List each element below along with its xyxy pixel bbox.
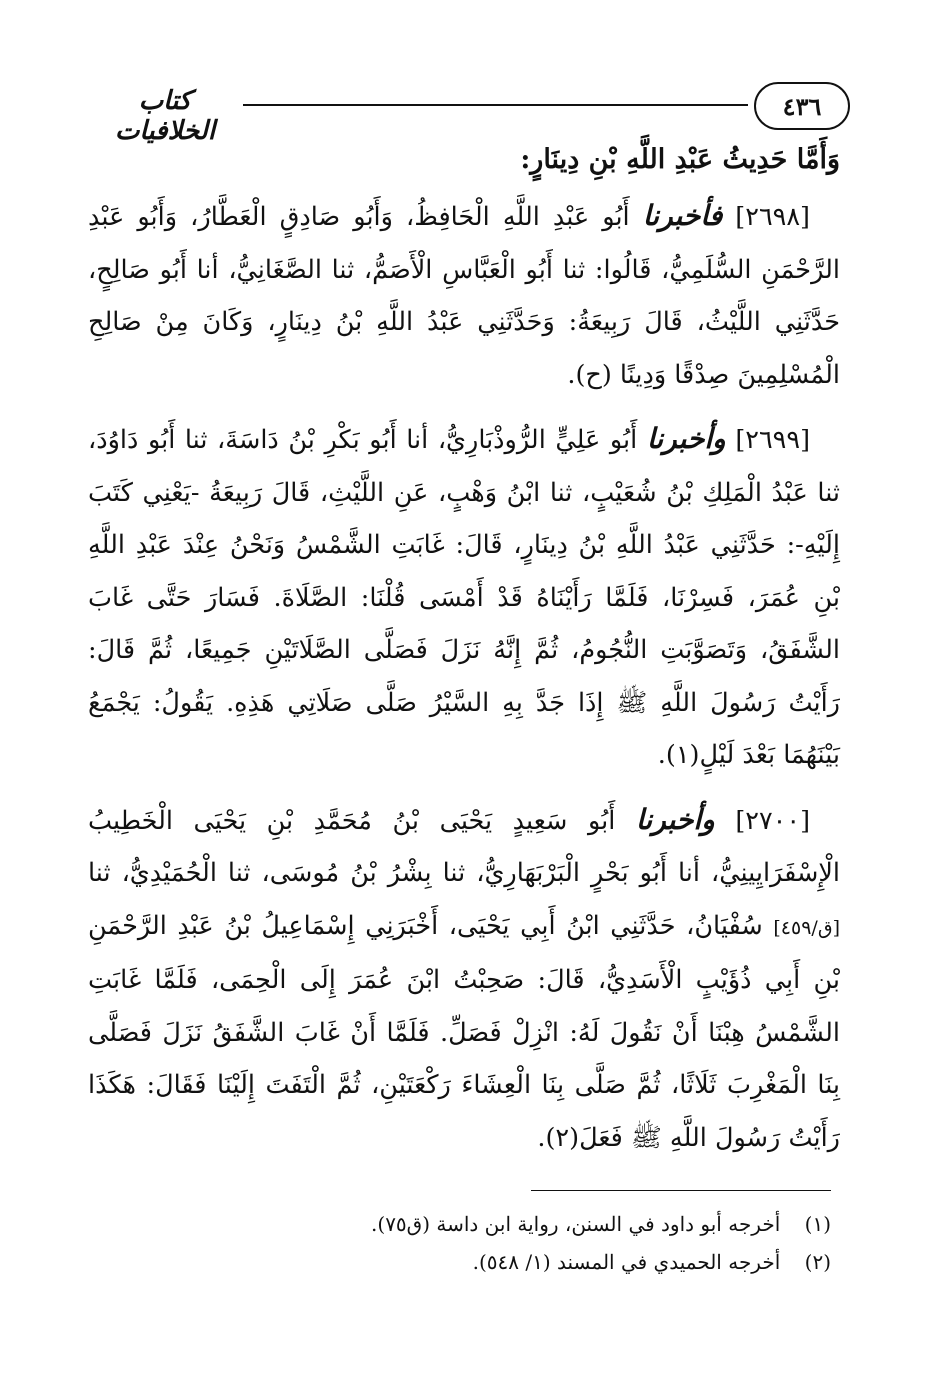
- footnotes: [131, 1205, 831, 1281]
- footnote-number: (٢): [804, 1250, 831, 1274]
- narration-keyword: وأخبرنا: [646, 422, 726, 455]
- hadith-paragraph: [88, 794, 840, 1165]
- header-rule: [243, 104, 748, 106]
- hadith-text: سُفْيَانُ، حَدَّثَنِي ابْنُ أَبِي يَحْيَى، أَخْبَرَنِي إِسْمَاعِيلُ بْنُ عَبْدِ الرَّحْمَنِ بْنِ أَبِي ذُؤَيْبٍ الْأَسَدِيُّ، قَالَ: صَحِبْتُ ابْنَ عُمَرَ إِلَى الْحِمَى، فَلَمَّا غَابَتِ الشَّمْسُ هِبْنَا أَنْ نَقُولَ لَهُ: انْزِلْ فَصَلِّ. فَلَمَّا أَنْ غَابَ الشَّفَقُ نَزَلَ فَصَلَّى بِنَا الْمَغْرِبَ ثَلَاثًا، ثُمَّ صَلَّى بِنَا الْعِشَاءَ رَكْعَتَيْنِ، ثُمَّ الْتَفَتَ إِلَيْنَا فَقَالَ: هَكَذَا رَأَيْتُ رَسُولَ اللَّهِ ﷺ فَعَلَ(٢).: [88, 910, 840, 1153]
- footnote-text: أخرجه الحميدي في المسند (١/ ٥٤٨).: [472, 1250, 781, 1274]
- narration-keyword: وأخبرنا: [635, 802, 715, 836]
- footnote-divider: [531, 1190, 831, 1191]
- main-text: [88, 132, 840, 1176]
- footnote-number: (١): [804, 1212, 831, 1236]
- book-title: كتاب الخلافيات: [114, 86, 216, 146]
- page-header: [95, 78, 850, 146]
- hadith-paragraph: [88, 413, 840, 782]
- section-heading: وَأَمَّا حَدِيثُ عَبْدِ اللَّهِ بْنِ دِينَارٍ:: [520, 144, 840, 175]
- hadith-number: [٢٦٩٩]: [735, 425, 811, 455]
- page-number: ٤٣٦: [754, 82, 850, 130]
- hadith-number: [٢٧٠٠]: [735, 805, 811, 836]
- manuscript-folio-ref: [ق/٤٥٩]: [773, 916, 840, 939]
- footnote-text: أخرجه أبو داود في السنن، رواية ابن داسة (ق٧٥).: [371, 1212, 781, 1236]
- footnote: [131, 1243, 831, 1281]
- hadith-paragraph: [88, 190, 840, 401]
- hadith-number: [٢٦٩٨]: [735, 202, 810, 232]
- hadith-text: أَبُو عَبْدِ اللَّهِ الْحَافِظُ، وَأَبُو صَادِقٍ الْعَطَّارُ، وَأَبُو عَبْدِ الرَّحْمَنِ السُّلَمِيُّ، قَالُوا: ثنا أَبُو الْعَبَّاسِ الْأَصَمُّ، ثنا الصَّغَانِيُّ، أنا أَبُو صَالِحٍ، حَدَّثَنِي اللَّيْثُ، قَالَ رَبِيعَةُ: وَحَدَّثَنِي عَبْدُ اللَّهِ بْنُ دِينَارٍ، وَكَانَ مِنْ صَالِحِ الْمُسْلِمِينَ صِدْقًا وَدِينًا (ح).: [88, 202, 840, 390]
- hadith-text: أَبُو سَعِيدٍ يَحْيَى بْنُ مُحَمَّدِ بْنِ يَحْيَى الْخَطِيبُ الْإِسْفَرَايِينِيُّ، أنا أَبُو بَحْرٍ الْبَرْبَهَارِيُّ، ثنا بِشْرُ بْنُ مُوسَى، ثنا الْحُمَيْدِيُّ، ثنا: [88, 805, 840, 888]
- narration-keyword: فأخبرنا: [642, 199, 723, 232]
- hadith-text: أَبُو عَلِيٍّ الرُّوذْبَارِيُّ، أنا أَبُو بَكْرِ بْنُ دَاسَةَ، ثنا أَبُو دَاوُدَ، ثنا عَبْدُ الْمَلِكِ بْنُ شُعَيْبٍ، ثنا ابْنُ وَهْبٍ، عَنِ اللَّيْثِ، قَالَ رَبِيعَةُ -يَعْنِي كَتَبَ إِلَيْهِ-: حَدَّثَنِي عَبْدُ اللَّهِ بْنُ دِينَارٍ، قَالَ: غَابَتِ الشَّمْسُ وَنَحْنُ عِنْدَ عَبْدِ اللَّهِ بْنِ عُمَرَ، فَسِرْنَا، فَلَمَّا رَأَيْنَاهُ قَدْ أَمْسَى قُلْنَا: الصَّلَاةَ. فَسَارَ حَتَّى غَابَ الشَّفَقُ، وَتَصَوَّبَتِ النُّجُومُ، ثُمَّ إِنَّهُ نَزَلَ فَصَلَّى الصَّلَاتَيْنِ جَمِيعًا، ثُمَّ قَالَ: رَأَيْتُ رَسُولَ اللَّهِ ﷺ إِذَا جَدَّ بِهِ السَّيْرُ صَلَّى صَلَاتِي هَذِهِ. يَقُولُ: يَجْمَعُ بَيْنَهُمَا بَعْدَ لَيْلٍ(١).: [88, 425, 840, 770]
- footnote: [131, 1205, 831, 1243]
